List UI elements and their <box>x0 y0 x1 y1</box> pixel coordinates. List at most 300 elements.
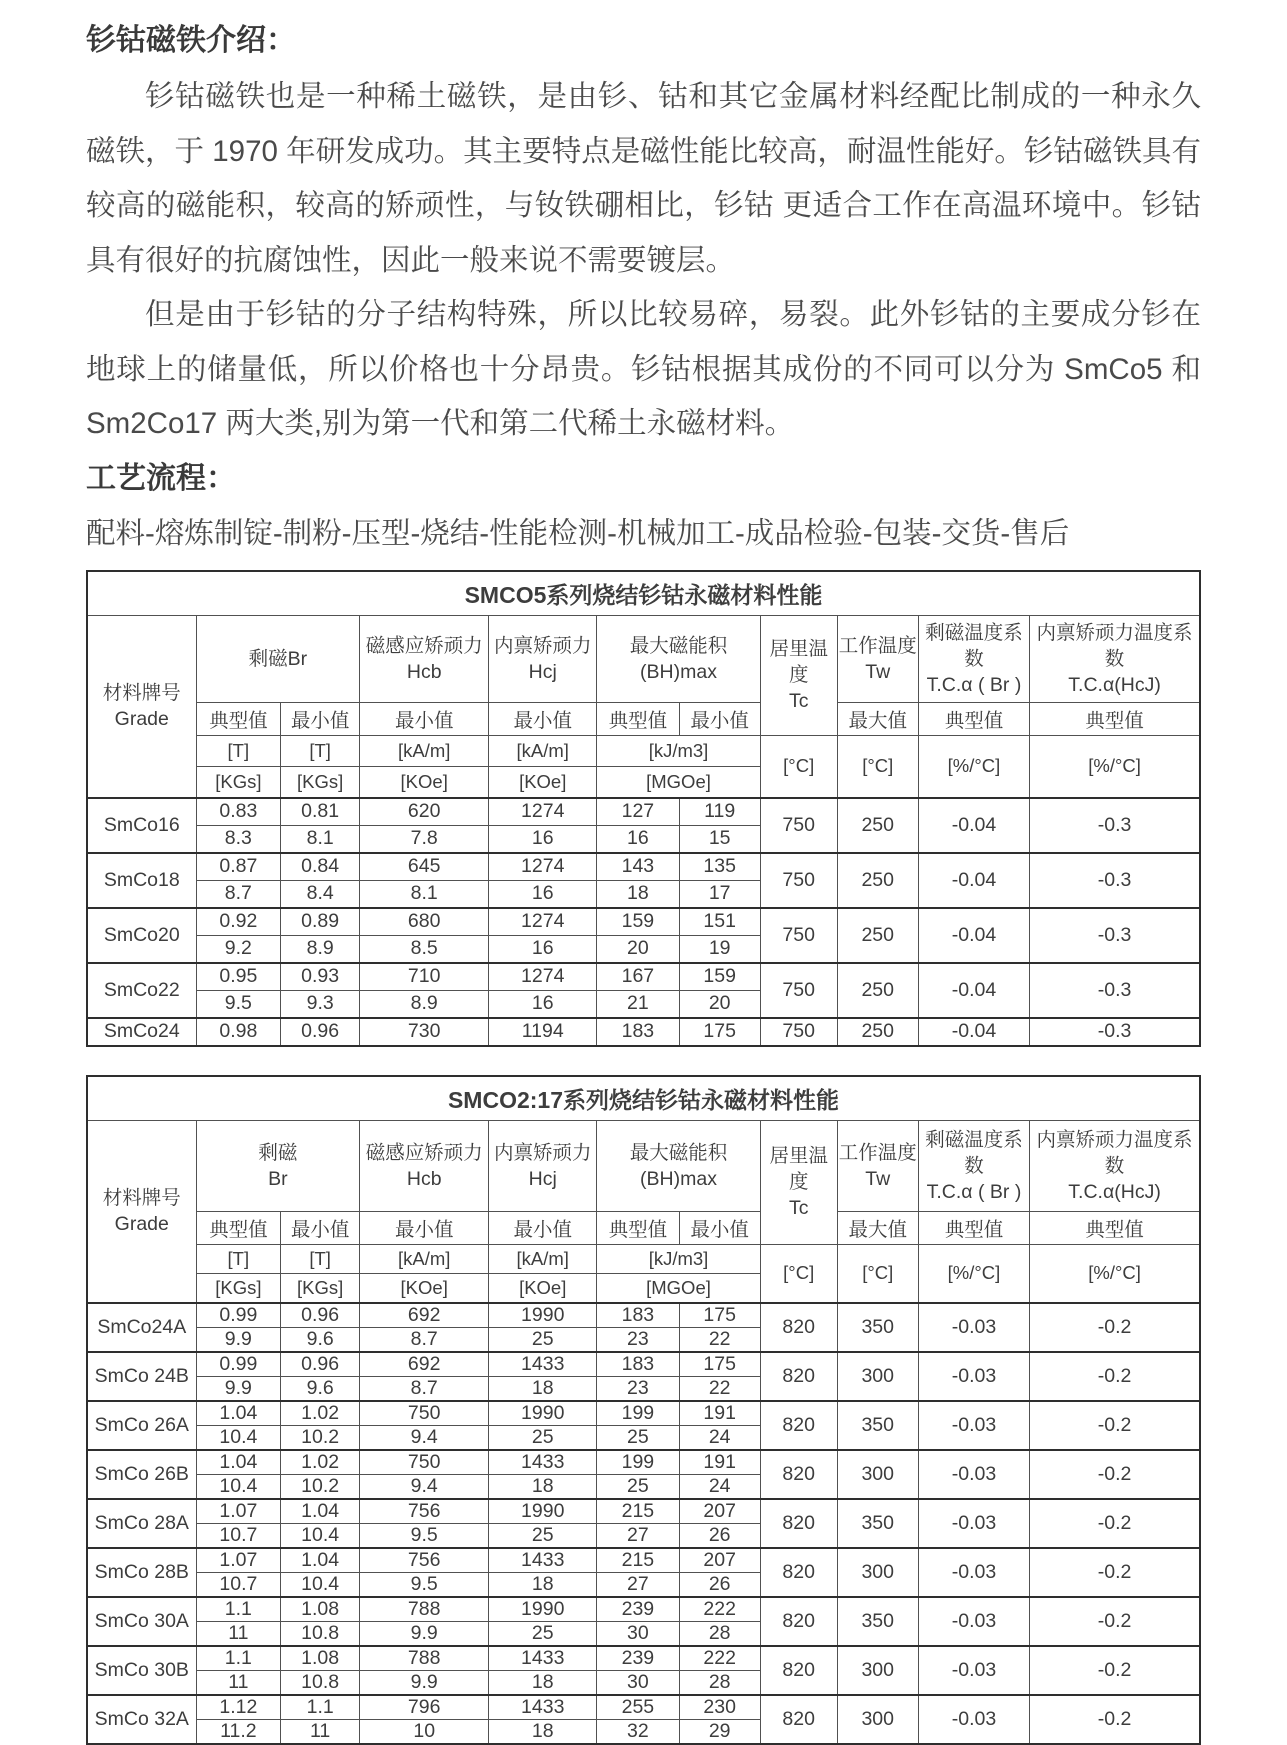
tca-hcj-cell: -0.3 <box>1030 798 1200 853</box>
unit-cell: [KOe] <box>360 766 489 798</box>
subhead-cell: 典型值 <box>918 1211 1029 1244</box>
table-row <box>87 1646 1200 1671</box>
tc-cell: 820 <box>760 1646 837 1695</box>
value-cell: 18 <box>489 1719 597 1744</box>
value-cell: 9.9 <box>360 1621 489 1646</box>
tw-cell: 350 <box>837 1401 918 1450</box>
header-tca-hcj: 内禀矫顽力温度系数 T.C.α(HcJ) <box>1030 615 1200 702</box>
value-cell: 27 <box>597 1523 679 1548</box>
tca-hcj-cell: -0.2 <box>1030 1401 1200 1450</box>
header-tc: 居里温度 Tc <box>760 1120 837 1244</box>
grade-cell: SmCo 28B <box>87 1548 196 1597</box>
subhead-cell: 最小值 <box>360 702 489 735</box>
value-cell: 175 <box>679 1018 760 1046</box>
value-cell: 151 <box>679 908 760 936</box>
table-title: SMCO5系列烧结钐钴永磁材料性能 <box>87 571 1200 616</box>
tca-br-cell: -0.04 <box>918 963 1029 1018</box>
value-cell: 30 <box>597 1670 679 1695</box>
value-cell: 199 <box>597 1401 679 1426</box>
value-cell: 191 <box>679 1401 760 1426</box>
unit-cell: [kA/m] <box>489 1244 597 1273</box>
value-cell: 1433 <box>489 1450 597 1475</box>
tca-hcj-cell: -0.3 <box>1030 853 1200 908</box>
value-cell: 8.1 <box>360 880 489 908</box>
value-cell: 15 <box>679 825 760 853</box>
value-cell: 16 <box>489 935 597 963</box>
header-tca-br: 剩磁温度系数 T.C.α ( Br ) <box>918 615 1029 702</box>
value-cell: 0.81 <box>281 798 360 826</box>
value-cell: 239 <box>597 1646 679 1671</box>
tca-br-cell: -0.03 <box>918 1695 1029 1744</box>
value-cell: 9.9 <box>360 1670 489 1695</box>
value-cell: 29 <box>679 1719 760 1744</box>
tca-br-cell: -0.03 <box>918 1548 1029 1597</box>
value-cell: 19 <box>679 935 760 963</box>
header-hcb: 磁感应矫顽力 Hcb <box>360 615 489 702</box>
value-cell: 1.02 <box>281 1401 360 1426</box>
value-cell: 8.5 <box>360 935 489 963</box>
value-cell: 0.89 <box>281 908 360 936</box>
table-row <box>87 963 1200 991</box>
unit-cell: [KGs] <box>196 766 281 798</box>
value-cell: 750 <box>360 1450 489 1475</box>
value-cell: 143 <box>597 853 679 881</box>
value-cell: 8.1 <box>281 825 360 853</box>
value-cell: 27 <box>597 1572 679 1597</box>
value-cell: 756 <box>360 1499 489 1524</box>
value-cell: 0.83 <box>196 798 281 826</box>
value-cell: 8.7 <box>360 1327 489 1352</box>
value-cell: 692 <box>360 1303 489 1328</box>
tc-cell: 820 <box>760 1401 837 1450</box>
value-cell: 1.04 <box>281 1499 360 1524</box>
value-cell: 159 <box>679 963 760 991</box>
value-cell: 25 <box>489 1523 597 1548</box>
value-cell: 207 <box>679 1548 760 1573</box>
value-cell: 1.07 <box>196 1499 281 1524</box>
value-cell: 9.3 <box>281 990 360 1018</box>
unit-tw-cell: [°C] <box>837 735 918 798</box>
value-cell: 9.4 <box>360 1474 489 1499</box>
value-cell: 26 <box>679 1523 760 1548</box>
subhead-cell: 典型值 <box>1030 1211 1200 1244</box>
unit-cell: [T] <box>281 735 360 766</box>
table-row <box>87 1018 1200 1046</box>
value-cell: 796 <box>360 1695 489 1720</box>
unit-cell: [KGs] <box>281 766 360 798</box>
value-cell: 8.7 <box>196 880 281 908</box>
tc-cell: 820 <box>760 1450 837 1499</box>
value-cell: 11 <box>281 1719 360 1744</box>
value-cell: 167 <box>597 963 679 991</box>
value-cell: 680 <box>360 908 489 936</box>
value-cell: 10.4 <box>196 1425 281 1450</box>
value-cell: 1.12 <box>196 1695 281 1720</box>
tc-cell: 820 <box>760 1303 837 1352</box>
table-row <box>87 1695 1200 1720</box>
grade-cell: SmCo22 <box>87 963 196 1018</box>
header-bhmax: 最大磁能积 (BH)max <box>597 1120 761 1211</box>
table-row <box>87 1076 1200 1121</box>
value-cell: 10.2 <box>281 1425 360 1450</box>
value-cell: 9.5 <box>196 990 281 1018</box>
value-cell: 10 <box>360 1719 489 1744</box>
value-cell: 10.4 <box>281 1572 360 1597</box>
value-cell: 1990 <box>489 1499 597 1524</box>
subhead-cell: 最小值 <box>679 702 760 735</box>
value-cell: 10.7 <box>196 1572 281 1597</box>
value-cell: 16 <box>489 880 597 908</box>
value-cell: 8.3 <box>196 825 281 853</box>
value-cell: 8.9 <box>281 935 360 963</box>
header-tw: 工作温度 Tw <box>837 615 918 702</box>
unit-cell: [kJ/m3] <box>597 735 761 766</box>
value-cell: 9.9 <box>196 1327 281 1352</box>
tw-cell: 250 <box>837 798 918 853</box>
unit-cell: [kJ/m3] <box>597 1244 761 1273</box>
tca-hcj-cell: -0.2 <box>1030 1450 1200 1499</box>
table-row <box>87 1548 1200 1573</box>
subhead-cell: 最小值 <box>489 1211 597 1244</box>
value-cell: 1.02 <box>281 1450 360 1475</box>
table-title: SMCO2:17系列烧结钐钴永磁材料性能 <box>87 1076 1200 1121</box>
value-cell: 0.99 <box>196 1352 281 1377</box>
value-cell: 1990 <box>489 1597 597 1622</box>
unit-cell: [T] <box>196 735 281 766</box>
grade-cell: SmCo 26A <box>87 1401 196 1450</box>
unit-cell: [KOe] <box>360 1273 489 1303</box>
intro-heading: 钐钴磁铁介绍： <box>86 24 296 57</box>
value-cell: 20 <box>679 990 760 1018</box>
value-cell: 9.6 <box>281 1376 360 1401</box>
value-cell: 1.08 <box>281 1597 360 1622</box>
tw-cell: 250 <box>837 853 918 908</box>
tc-cell: 820 <box>760 1597 837 1646</box>
unit-tc-cell: [°C] <box>760 735 837 798</box>
table-row <box>87 702 1200 735</box>
value-cell: 0.84 <box>281 853 360 881</box>
tw-cell: 350 <box>837 1499 918 1548</box>
value-cell: 22 <box>679 1376 760 1401</box>
table-row <box>87 853 1200 881</box>
subhead-cell: 最小值 <box>281 1211 360 1244</box>
value-cell: 9.5 <box>360 1572 489 1597</box>
tca-hcj-cell: -0.3 <box>1030 963 1200 1018</box>
header-tw: 工作温度 Tw <box>837 1120 918 1211</box>
value-cell: 1.1 <box>196 1597 281 1622</box>
table-row <box>87 615 1200 702</box>
grade-cell: SmCo 30A <box>87 1597 196 1646</box>
value-cell: 16 <box>489 990 597 1018</box>
tc-cell: 750 <box>760 1018 837 1046</box>
intro-paragraph-2: 但是由于钐钴的分子结构特殊，所以比较易碎，易裂。此外钐钴的主要成分钐在地球上的储量低，所以价格也十分昂贵。钐钴根据其成份的不同可以分为 SmCo5 和 Sm2Co17 两大类,别为第一代和第二代稀土永磁材料。 <box>86 298 1201 440</box>
tw-cell: 350 <box>837 1597 918 1646</box>
tc-cell: 820 <box>760 1695 837 1744</box>
table-row <box>87 1401 1200 1426</box>
grade-cell: SmCo24A <box>87 1303 196 1352</box>
value-cell: 1.04 <box>281 1548 360 1573</box>
unit-cell: [kA/m] <box>360 735 489 766</box>
value-cell: 175 <box>679 1303 760 1328</box>
value-cell: 16 <box>597 825 679 853</box>
value-cell: 710 <box>360 963 489 991</box>
value-cell: 9.4 <box>360 1425 489 1450</box>
unit-cell: [MGOe] <box>597 766 761 798</box>
header-tca-hcj: 内禀矫顽力温度系数 T.C.α(HcJ) <box>1030 1120 1200 1211</box>
unit-tw-cell: [°C] <box>837 1244 918 1303</box>
value-cell: 0.95 <box>196 963 281 991</box>
subhead-cell: 典型值 <box>1030 702 1200 735</box>
value-cell: 25 <box>597 1474 679 1499</box>
subhead-cell: 典型值 <box>597 1211 679 1244</box>
tca-br-cell: -0.03 <box>918 1499 1029 1548</box>
value-cell: 756 <box>360 1548 489 1573</box>
tca-hcj-cell: -0.3 <box>1030 1018 1200 1046</box>
value-cell: 22 <box>679 1327 760 1352</box>
header-tca-br: 剩磁温度系数 T.C.α ( Br ) <box>918 1120 1029 1211</box>
table-row <box>87 1244 1200 1273</box>
value-cell: 18 <box>489 1572 597 1597</box>
value-cell: 230 <box>679 1695 760 1720</box>
value-cell: 9.9 <box>196 1376 281 1401</box>
value-cell: 1433 <box>489 1352 597 1377</box>
value-cell: 9.6 <box>281 1327 360 1352</box>
value-cell: 620 <box>360 798 489 826</box>
value-cell: 1433 <box>489 1646 597 1671</box>
value-cell: 0.98 <box>196 1018 281 1046</box>
value-cell: 11 <box>196 1621 281 1646</box>
value-cell: 215 <box>597 1548 679 1573</box>
grade-cell: SmCo 30B <box>87 1646 196 1695</box>
value-cell: 119 <box>679 798 760 826</box>
value-cell: 135 <box>679 853 760 881</box>
subhead-cell: 最大值 <box>837 702 918 735</box>
value-cell: 1433 <box>489 1695 597 1720</box>
subhead-cell: 最小值 <box>281 702 360 735</box>
unit-cell: [KOe] <box>489 766 597 798</box>
tca-hcj-cell: -0.2 <box>1030 1352 1200 1401</box>
tca-br-cell: -0.04 <box>918 853 1029 908</box>
value-cell: 7.8 <box>360 825 489 853</box>
value-cell: 25 <box>489 1327 597 1352</box>
tca-hcj-cell: -0.2 <box>1030 1499 1200 1548</box>
value-cell: 215 <box>597 1499 679 1524</box>
value-cell: 1990 <box>489 1401 597 1426</box>
value-cell: 32 <box>597 1719 679 1744</box>
tw-cell: 300 <box>837 1646 918 1695</box>
spec-table <box>86 570 1201 1047</box>
tc-cell: 750 <box>760 853 837 908</box>
value-cell: 8.7 <box>360 1376 489 1401</box>
unit-tca-br-cell: [%/°C] <box>918 735 1029 798</box>
value-cell: 1.04 <box>196 1450 281 1475</box>
tca-hcj-cell: -0.2 <box>1030 1548 1200 1597</box>
tw-cell: 300 <box>837 1548 918 1597</box>
value-cell: 16 <box>489 825 597 853</box>
value-cell: 28 <box>679 1621 760 1646</box>
unit-cell: [kA/m] <box>360 1244 489 1273</box>
value-cell: 30 <box>597 1621 679 1646</box>
tca-hcj-cell: -0.2 <box>1030 1303 1200 1352</box>
tca-hcj-cell: -0.2 <box>1030 1646 1200 1695</box>
value-cell: 28 <box>679 1670 760 1695</box>
unit-tca-br-cell: [%/°C] <box>918 1244 1029 1303</box>
value-cell: 1.1 <box>196 1646 281 1671</box>
subhead-cell: 最大值 <box>837 1211 918 1244</box>
value-cell: 1.04 <box>196 1401 281 1426</box>
table-row <box>87 1120 1200 1211</box>
value-cell: 18 <box>489 1474 597 1499</box>
intro-paragraph-1: 钐钴磁铁也是一种稀土磁铁，是由钐、钴和其它金属材料经配比制成的一种永久磁铁，于 1970 年研发成功。其主要特点是磁性能比较高，耐温性能好。钐钴磁铁具有较高的磁能积，较高的矫顽性，与钕铁硼相比，钐钴 更适合工作在高温环境中。钐钴具有很好的抗腐蚀性，因此一般来说不需要镀层。 <box>86 80 1201 277</box>
value-cell: 1990 <box>489 1303 597 1328</box>
grade-cell: SmCo 28A <box>87 1499 196 1548</box>
value-cell: 750 <box>360 1401 489 1426</box>
grade-cell: SmCo20 <box>87 908 196 963</box>
subhead-cell: 典型值 <box>196 702 281 735</box>
grade-cell: SmCo 24B <box>87 1352 196 1401</box>
value-cell: 8.9 <box>360 990 489 1018</box>
value-cell: 183 <box>597 1352 679 1377</box>
tw-cell: 300 <box>837 1352 918 1401</box>
value-cell: 11.2 <box>196 1719 281 1744</box>
value-cell: 26 <box>679 1572 760 1597</box>
value-cell: 645 <box>360 853 489 881</box>
grade-cell: SmCo 32A <box>87 1695 196 1744</box>
value-cell: 199 <box>597 1450 679 1475</box>
table-row <box>87 1352 1200 1377</box>
value-cell: 1.07 <box>196 1548 281 1573</box>
subhead-cell: 最小值 <box>489 702 597 735</box>
value-cell: 0.96 <box>281 1018 360 1046</box>
tc-cell: 750 <box>760 798 837 853</box>
value-cell: 25 <box>489 1425 597 1450</box>
unit-cell: [MGOe] <box>597 1273 761 1303</box>
unit-tca-hcj-cell: [%/°C] <box>1030 1244 1200 1303</box>
value-cell: 25 <box>489 1621 597 1646</box>
process-heading: 工艺流程： <box>86 461 236 495</box>
value-cell: 1274 <box>489 853 597 881</box>
table-row <box>87 1303 1200 1328</box>
subhead-cell: 典型值 <box>196 1211 281 1244</box>
unit-cell: [kA/m] <box>489 735 597 766</box>
value-cell: 1.1 <box>281 1695 360 1720</box>
tca-br-cell: -0.04 <box>918 1018 1029 1046</box>
table-row <box>87 908 1200 936</box>
table-row <box>87 798 1200 826</box>
unit-cell: [T] <box>196 1244 281 1273</box>
header-grade: 材料牌号 Grade <box>87 615 196 798</box>
value-cell: 10.4 <box>196 1474 281 1499</box>
tca-br-cell: -0.04 <box>918 908 1029 963</box>
value-cell: 0.93 <box>281 963 360 991</box>
value-cell: 10.4 <box>281 1523 360 1548</box>
value-cell: 0.96 <box>281 1352 360 1377</box>
tca-br-cell: -0.03 <box>918 1352 1029 1401</box>
subhead-cell: 最小值 <box>679 1211 760 1244</box>
value-cell: 1433 <box>489 1548 597 1573</box>
value-cell: 10.2 <box>281 1474 360 1499</box>
value-cell: 18 <box>489 1670 597 1695</box>
value-cell: 788 <box>360 1646 489 1671</box>
header-hcj: 内禀矫顽力 Hcj <box>489 615 597 702</box>
tca-br-cell: -0.03 <box>918 1401 1029 1450</box>
grade-cell: SmCo16 <box>87 798 196 853</box>
value-cell: 0.96 <box>281 1303 360 1328</box>
subhead-cell: 典型值 <box>597 702 679 735</box>
value-cell: 0.87 <box>196 853 281 881</box>
value-cell: 207 <box>679 1499 760 1524</box>
header-hcb: 磁感应矫顽力 Hcb <box>360 1120 489 1211</box>
unit-cell: [KOe] <box>489 1273 597 1303</box>
grade-cell: SmCo18 <box>87 853 196 908</box>
value-cell: 692 <box>360 1352 489 1377</box>
value-cell: 23 <box>597 1327 679 1352</box>
tca-br-cell: -0.03 <box>918 1597 1029 1646</box>
unit-tc-cell: [°C] <box>760 1244 837 1303</box>
tca-br-cell: -0.03 <box>918 1450 1029 1499</box>
table-row <box>87 735 1200 766</box>
tw-cell: 250 <box>837 908 918 963</box>
table-row <box>87 1597 1200 1622</box>
value-cell: 9.5 <box>360 1523 489 1548</box>
header-br: 剩磁 Br <box>196 1120 360 1211</box>
value-cell: 1274 <box>489 798 597 826</box>
table-row <box>87 1211 1200 1244</box>
table-row <box>87 1499 1200 1524</box>
value-cell: 18 <box>597 880 679 908</box>
value-cell: 10.8 <box>281 1621 360 1646</box>
value-cell: 24 <box>679 1474 760 1499</box>
subhead-cell: 最小值 <box>360 1211 489 1244</box>
value-cell: 788 <box>360 1597 489 1622</box>
tca-br-cell: -0.03 <box>918 1303 1029 1352</box>
tca-br-cell: -0.03 <box>918 1646 1029 1695</box>
value-cell: 222 <box>679 1597 760 1622</box>
tc-cell: 750 <box>760 963 837 1018</box>
value-cell: 1274 <box>489 908 597 936</box>
value-cell: 222 <box>679 1646 760 1671</box>
tw-cell: 250 <box>837 1018 918 1046</box>
value-cell: 0.99 <box>196 1303 281 1328</box>
value-cell: 127 <box>597 798 679 826</box>
header-br: 剩磁Br <box>196 615 360 702</box>
tw-cell: 250 <box>837 963 918 1018</box>
value-cell: 175 <box>679 1352 760 1377</box>
unit-cell: [KGs] <box>281 1273 360 1303</box>
unit-tca-hcj-cell: [%/°C] <box>1030 735 1200 798</box>
tc-cell: 820 <box>760 1352 837 1401</box>
value-cell: 17 <box>679 880 760 908</box>
table-row <box>87 571 1200 616</box>
value-cell: 10.7 <box>196 1523 281 1548</box>
value-cell: 1274 <box>489 963 597 991</box>
value-cell: 20 <box>597 935 679 963</box>
process-flow: 配料-熔炼制锭-制粉-压型-烧结-性能检测-机械加工-成品检验-包装-交货-售后 <box>86 516 1070 550</box>
value-cell: 10.8 <box>281 1670 360 1695</box>
tca-hcj-cell: -0.3 <box>1030 908 1200 963</box>
header-bhmax: 最大磁能积 (BH)max <box>597 615 761 702</box>
value-cell: 25 <box>597 1425 679 1450</box>
subhead-cell: 典型值 <box>918 702 1029 735</box>
value-cell: 1.08 <box>281 1646 360 1671</box>
tca-hcj-cell: -0.2 <box>1030 1597 1200 1646</box>
unit-cell: [T] <box>281 1244 360 1273</box>
value-cell: 0.92 <box>196 908 281 936</box>
header-tc: 居里温度 Tc <box>760 615 837 735</box>
value-cell: 183 <box>597 1303 679 1328</box>
spec-table <box>86 1075 1201 1745</box>
tw-cell: 300 <box>837 1695 918 1744</box>
